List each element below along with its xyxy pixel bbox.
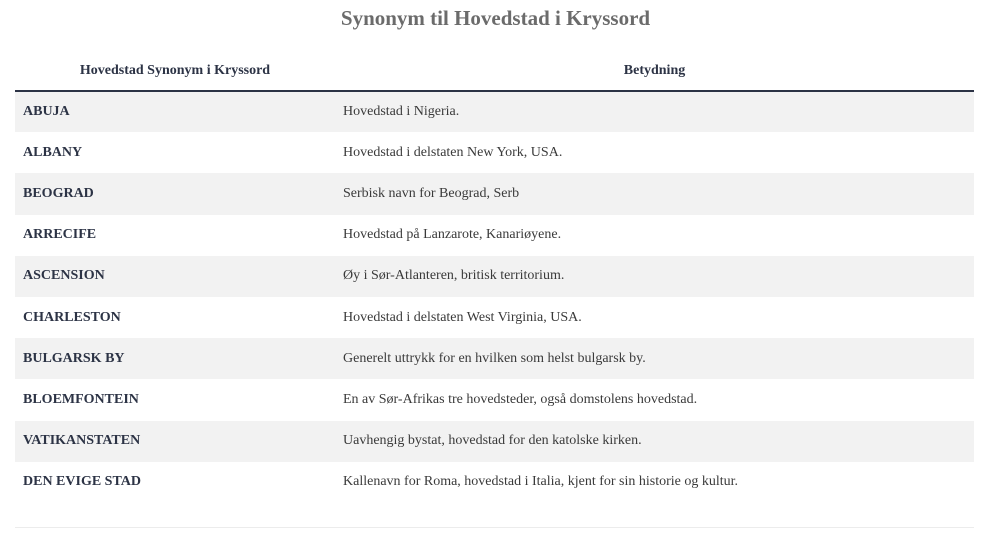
meaning-cell: Serbisk navn for Beograd, Serb [343,185,520,201]
meaning-cell: Hovedstad i Nigeria. [343,104,460,120]
page-title: Synonym til Hovedstad i Kryssord [340,6,651,30]
synonym-cell: ALBANY [23,144,83,160]
table-row [15,421,974,462]
table-row [15,215,974,256]
meaning-cell: Øy i Sør-Atlanteren, britisk territorium. [343,268,565,284]
synonym-table [15,52,974,503]
table-row [15,132,974,173]
meaning-cell: Hovedstad i delstaten New York, USA. [343,144,563,160]
column-header-meaning: Betydning [335,52,974,91]
table-row [15,256,974,297]
table-row [15,173,974,214]
synonym-cell: BLOEMFONTEIN [23,391,139,407]
meaning-cell: En av Sør-Afrikas tre hovedsteder, også domstolens hovedstad. [343,391,698,407]
synonym-cell: BULGARSK BY [23,350,125,366]
synonym-table-container [15,52,974,503]
table-row [15,297,974,338]
column-header-synonym: Hovedstad Synonym i Kryssord [15,52,335,91]
table-body [15,91,974,503]
synonym-cell: ARRECIFE [23,227,97,243]
table-row [15,338,974,379]
synonym-cell: CHARLESTON [23,309,121,325]
synonym-cell: ASCENSION [23,268,105,284]
bottom-divider [15,527,974,528]
meaning-cell: Kallenavn for Roma, hovedstad i Italia, kjent for sin historie og kultur. [343,474,739,490]
synonym-cell: VATIKANSTATEN [23,433,141,449]
table-header-row [15,52,974,91]
table-header [15,52,974,91]
meaning-cell: Uavhengig bystat, hovedstad for den katolske kirken. [343,433,642,449]
synonym-cell: DEN EVIGE STAD [23,474,141,490]
table-row [15,462,974,503]
table-row [15,91,974,132]
meaning-cell: Hovedstad i delstaten West Virginia, USA. [343,309,582,325]
synonym-cell: ABUJA [23,104,70,120]
table-row [15,379,974,420]
meaning-cell: Hovedstad på Lanzarote, Kanariøyene. [343,227,562,243]
meaning-cell: Generelt uttrykk for en hvilken som helst bulgarsk by. [343,350,646,366]
synonym-cell: BEOGRAD [23,185,94,201]
